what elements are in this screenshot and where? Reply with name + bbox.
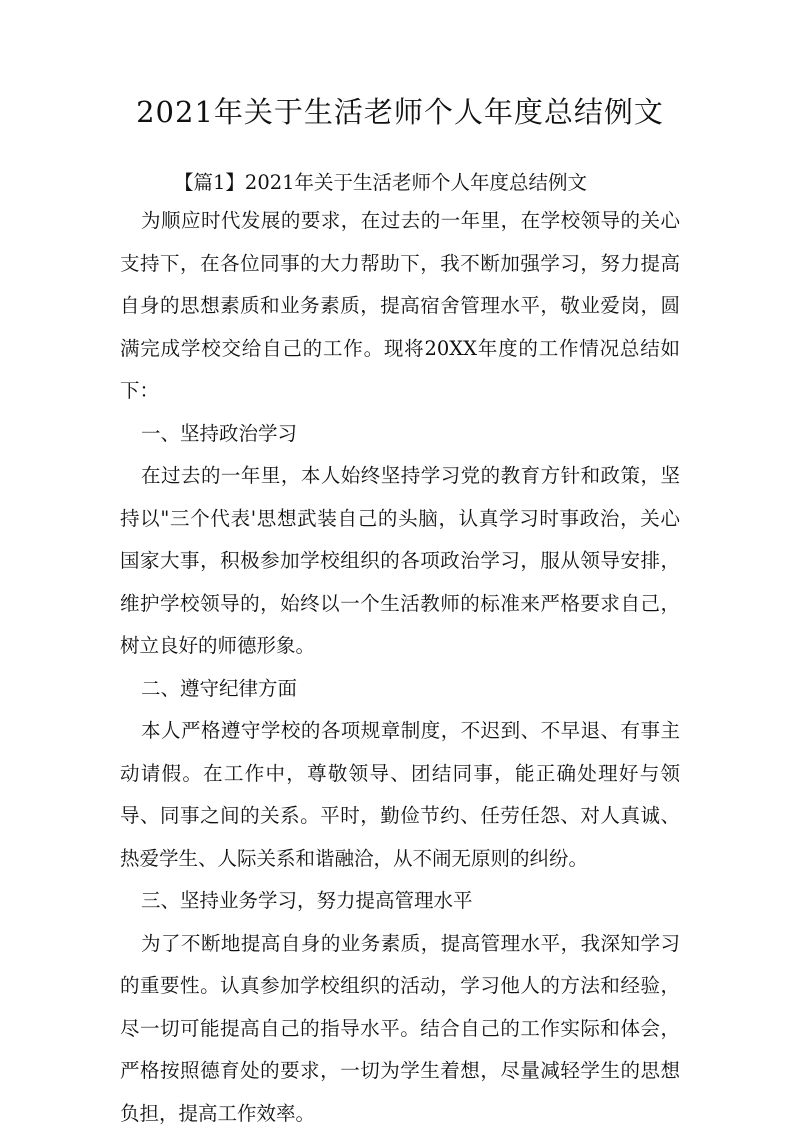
section-body-politics: 在过去的一年里，本人始终坚持学习党的教育方针和政策，坚持以"三个代表'思想武装自己的头脑，认真学习时事政治，关心国家大事，积极参加学校组织的各项政治学习，服从领导安排，维护学校领导的，始终以一个生活教师的标准来严格要求自己，树立良好的师德形象。 [120, 455, 680, 668]
document-body [120, 200, 680, 1135]
document-title: 2021年关于生活老师个人年度总结例文 [0, 92, 800, 132]
section-body-professional-study: 为了不断地提高自身的业务素质，提高管理水平，我深知学习的重要性。认真参加学校组织的活动，学习他人的方法和经验，尽一切可能提高自己的指导水平。结合自己的工作实际和体会，严格按照德育处的要求，一切为学生着想，尽量减轻学生的思想负担，提高工作效率。 [120, 923, 680, 1135]
section-heading-professional-study: 三、坚持业务学习，努力提高管理水平 [120, 880, 680, 923]
article-subtitle: 【篇1】2021年关于生活老师个人年度总结例文 [174, 168, 587, 198]
intro-paragraph: 为顺应时代发展的要求，在过去的一年里，在学校领导的关心支持下，在各位同事的大力帮助下，我不断加强学习，努力提高自身的思想素质和业务素质，提高宿舍管理水平，敬业爱岗，圆满完成学校交给自己的工作。现将20XX年度的工作情况总结如下： [120, 200, 680, 413]
section-heading-politics: 一、坚持政治学习 [120, 413, 680, 456]
section-body-discipline: 本人严格遵守学校的各项规章制度，不迟到、不早退、有事主动请假。在工作中，尊敬领导、团结同事，能正确处理好与领导、同事之间的关系。平时，勤俭节约、任劳任怨、对人真诚、热爱学生、人际关系和谐融洽，从不闹无原则的纠纷。 [120, 710, 680, 880]
section-heading-discipline: 二、遵守纪律方面 [120, 668, 680, 711]
